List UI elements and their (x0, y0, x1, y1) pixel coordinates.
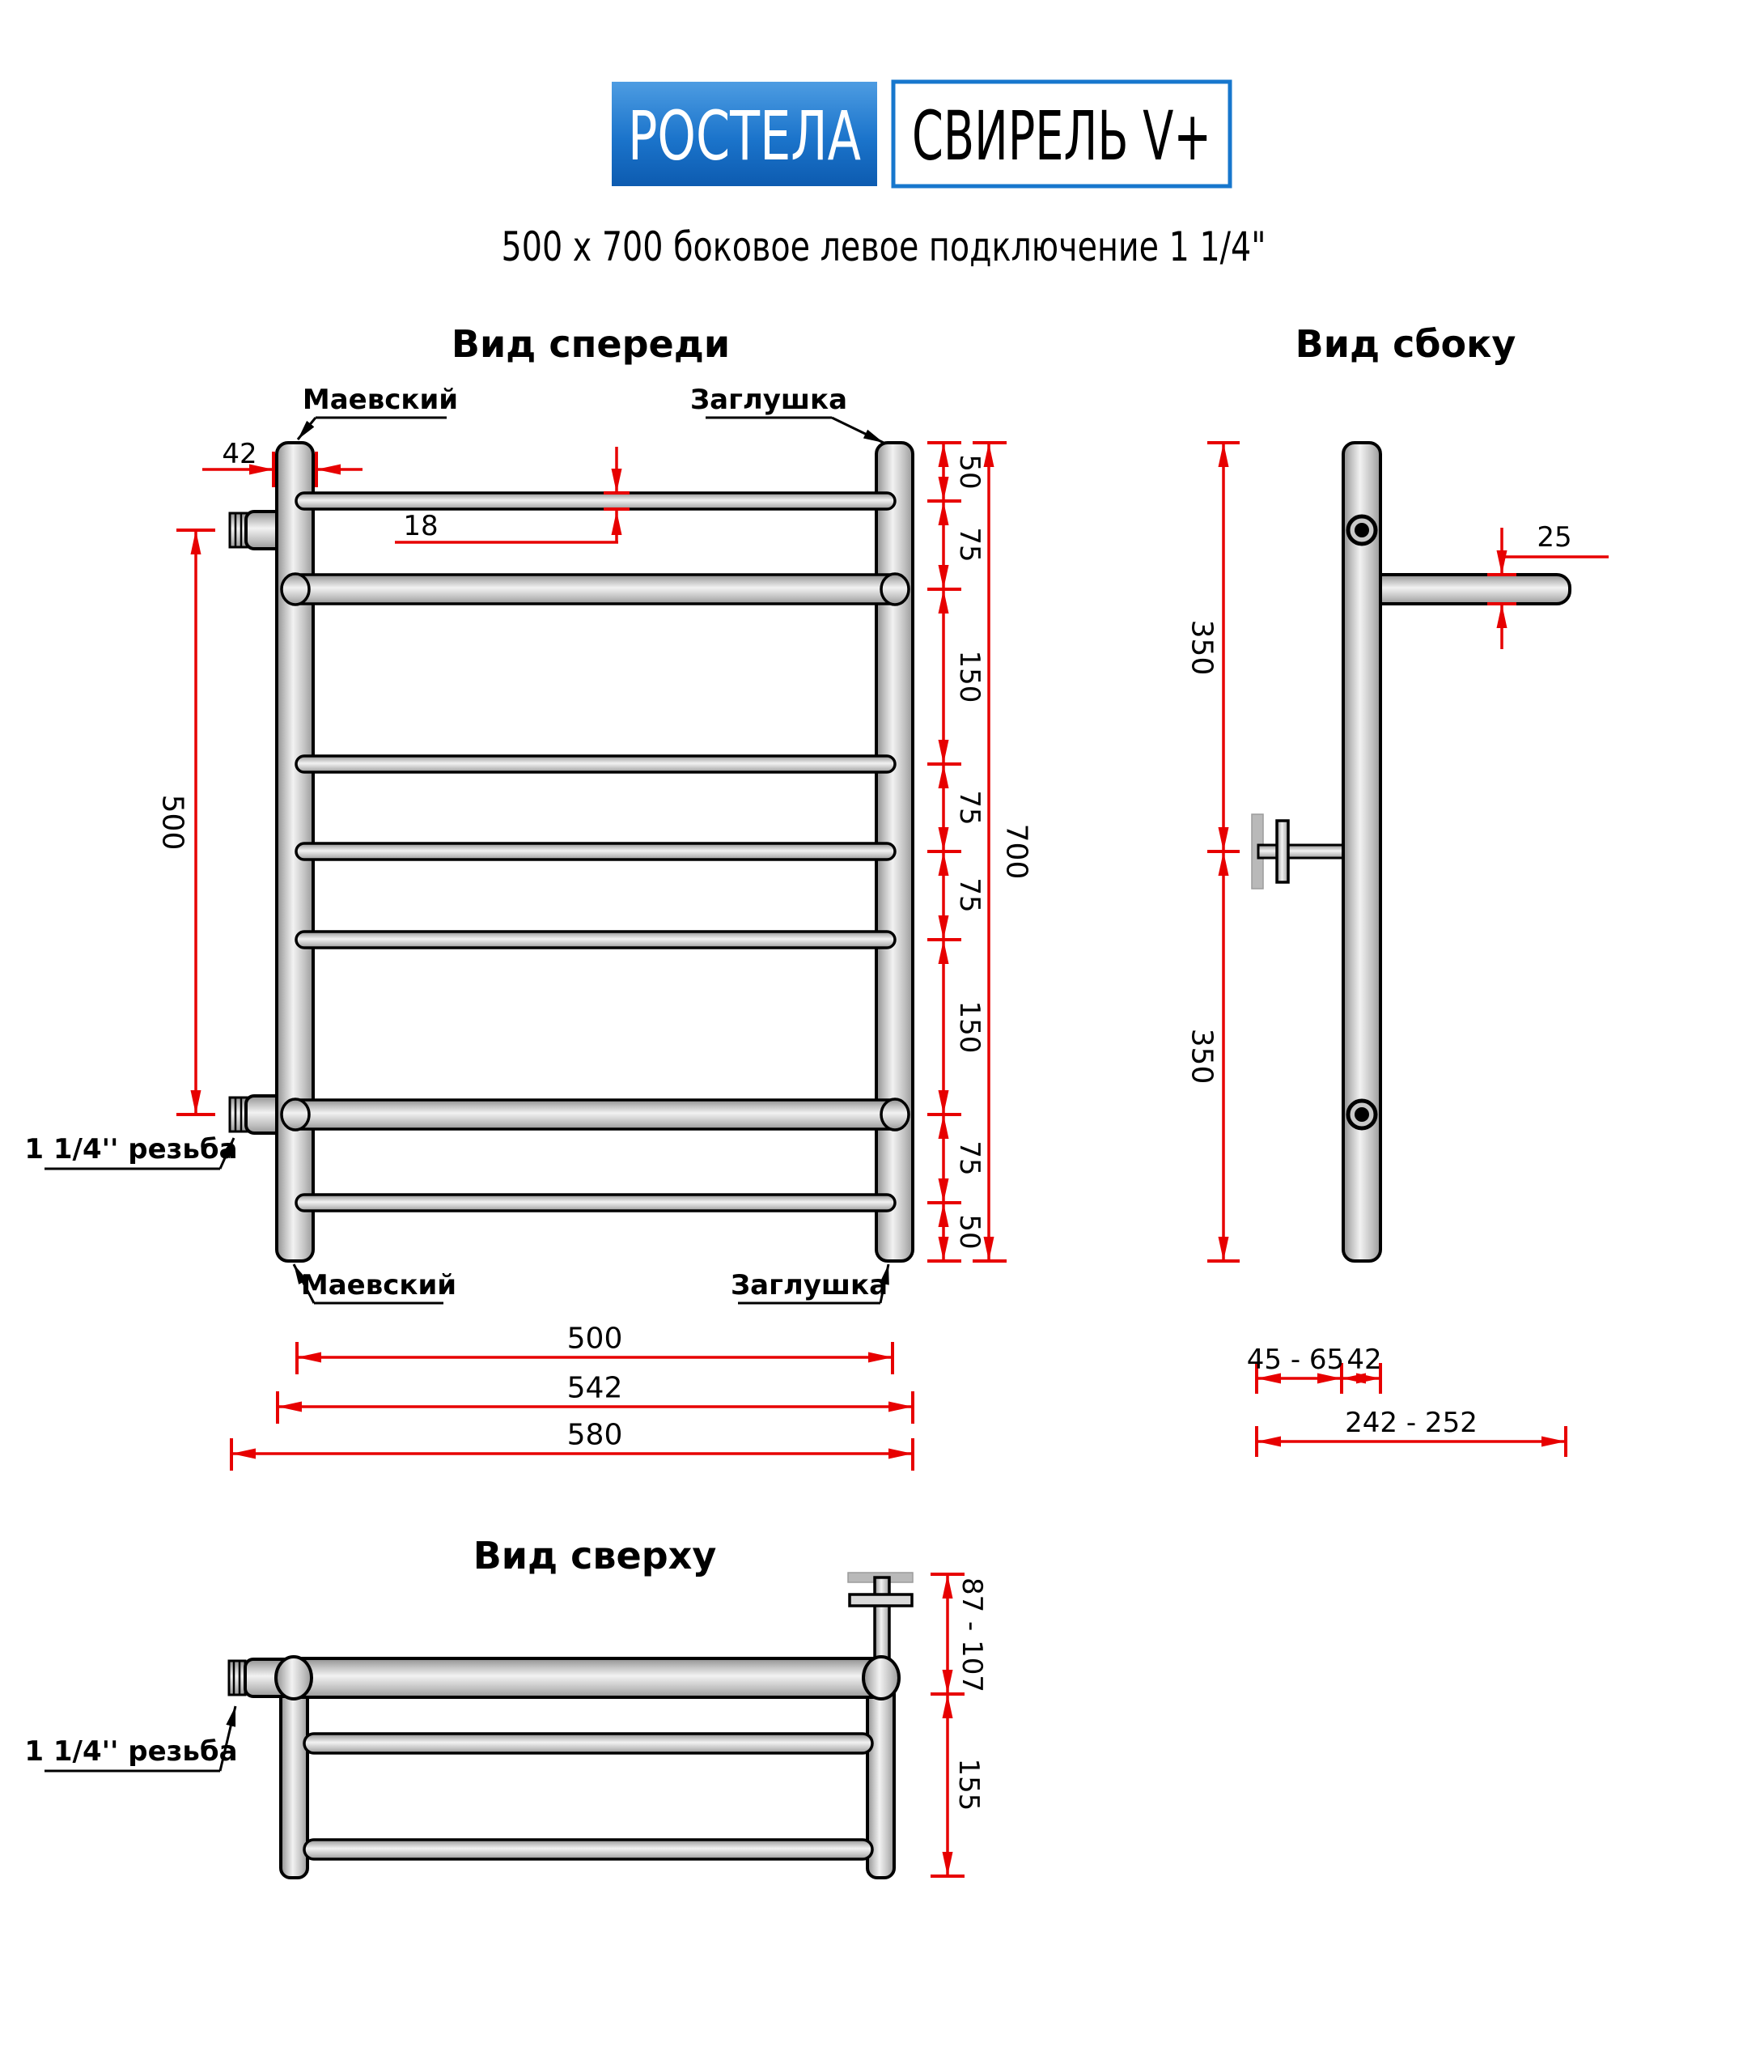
rung-6-collector (282, 1099, 909, 1130)
chain-value: 50 (953, 1214, 986, 1250)
dim-front-width-500 (297, 1323, 893, 1375)
label-text: Заглушка (730, 1269, 888, 1301)
side-hole-top (1348, 516, 1376, 544)
label-thread-front (24, 1133, 237, 1169)
chain-value: 75 (953, 527, 986, 563)
dim-front-total-700 (973, 443, 1033, 1261)
dim-top-shelf-depth (931, 1694, 985, 1876)
label-thread-top (24, 1706, 237, 1771)
chain-value: 75 (953, 1140, 986, 1176)
model-name: СВИРЕЛЬ V+ (912, 96, 1211, 176)
dim-front-width-542 (278, 1372, 913, 1424)
label-text: 1 1/4'' резьба (24, 1133, 238, 1166)
dim-value: 87 - 107 (956, 1577, 988, 1693)
dim-value: 500 (155, 794, 189, 851)
dim-value: 700 (999, 823, 1033, 880)
side-hole-bottom (1348, 1101, 1376, 1128)
dim-value: 45 - 65 (1246, 1344, 1345, 1376)
side-view-title: Вид сбоку (1295, 322, 1516, 366)
label-text: Заглушка (689, 384, 848, 416)
bracket-stem (875, 1577, 889, 1668)
collector-cap-left (276, 1657, 312, 1699)
label-plug-top (690, 384, 884, 443)
shelf-bar-1 (304, 1734, 872, 1753)
side-tube (1343, 443, 1380, 1261)
dim-side-350-upper (1185, 443, 1240, 851)
chain-value: 75 (953, 877, 986, 913)
rung-1 (296, 493, 895, 509)
bracket-flange (1277, 821, 1288, 882)
dim-top-bracket (931, 1574, 988, 1694)
dim-value: 350 (1185, 1028, 1219, 1085)
brand-name: РОСТЕЛА (628, 96, 861, 176)
dim-value: 155 (952, 1758, 985, 1811)
top-view-title: Вид сверху (473, 1534, 717, 1577)
header (502, 82, 1266, 270)
dim-value: 25 (1537, 521, 1572, 554)
bracket-flange (850, 1594, 912, 1606)
dim-front-connections-500 (156, 530, 216, 1115)
collector-cap-right (863, 1657, 899, 1699)
label-maevsky-top (298, 384, 458, 439)
dim-value: 242 - 252 (1345, 1407, 1478, 1439)
label-text: Маевский (300, 1269, 457, 1301)
shelf-bar-side (1362, 575, 1570, 604)
dim-value: 350 (1185, 619, 1219, 676)
collector-tube (294, 1658, 881, 1697)
label-text: 1 1/4'' резьба (24, 1735, 238, 1768)
dim-value: 42 (222, 438, 257, 470)
rung-4 (296, 843, 895, 860)
wall-bracket-top (848, 1573, 913, 1668)
dim-value: 542 (566, 1371, 623, 1405)
subtitle: 500 х 700 боковое левое подключение 1 1/4" (501, 223, 1266, 270)
dim-side-wall-gap (1247, 1344, 1382, 1394)
rung-3 (296, 756, 895, 772)
thread-ridges (229, 1661, 245, 1695)
rung-5 (296, 932, 895, 948)
rung-7 (296, 1195, 895, 1211)
dim-side-350-lower (1185, 851, 1240, 1261)
dim-value: 580 (566, 1418, 623, 1452)
wall-bracket-side (1252, 814, 1345, 889)
dim-value: 18 (403, 510, 439, 542)
chain-value: 150 (953, 650, 986, 703)
dim-front-width-580 (231, 1419, 913, 1471)
label-maevsky-bottom (294, 1264, 456, 1303)
side-view (1185, 322, 1609, 1457)
top-view (24, 1534, 988, 1878)
chain-value: 150 (953, 1000, 986, 1054)
rung-2-collector (282, 574, 909, 605)
front-view-title: Вид спереди (451, 322, 731, 366)
label-plug-bottom (731, 1264, 888, 1303)
dim-side-depth (1257, 1407, 1566, 1457)
front-view (24, 322, 1033, 1471)
chain-value: 75 (953, 790, 986, 826)
label-text: Маевский (302, 384, 459, 416)
bracket-stem (1258, 845, 1345, 858)
dim-front-chain (927, 443, 986, 1261)
chain-value: 50 (953, 454, 986, 490)
dim-value: 42 (1346, 1344, 1382, 1376)
shelf-bar-2 (304, 1840, 872, 1859)
dim-value: 500 (566, 1322, 623, 1356)
